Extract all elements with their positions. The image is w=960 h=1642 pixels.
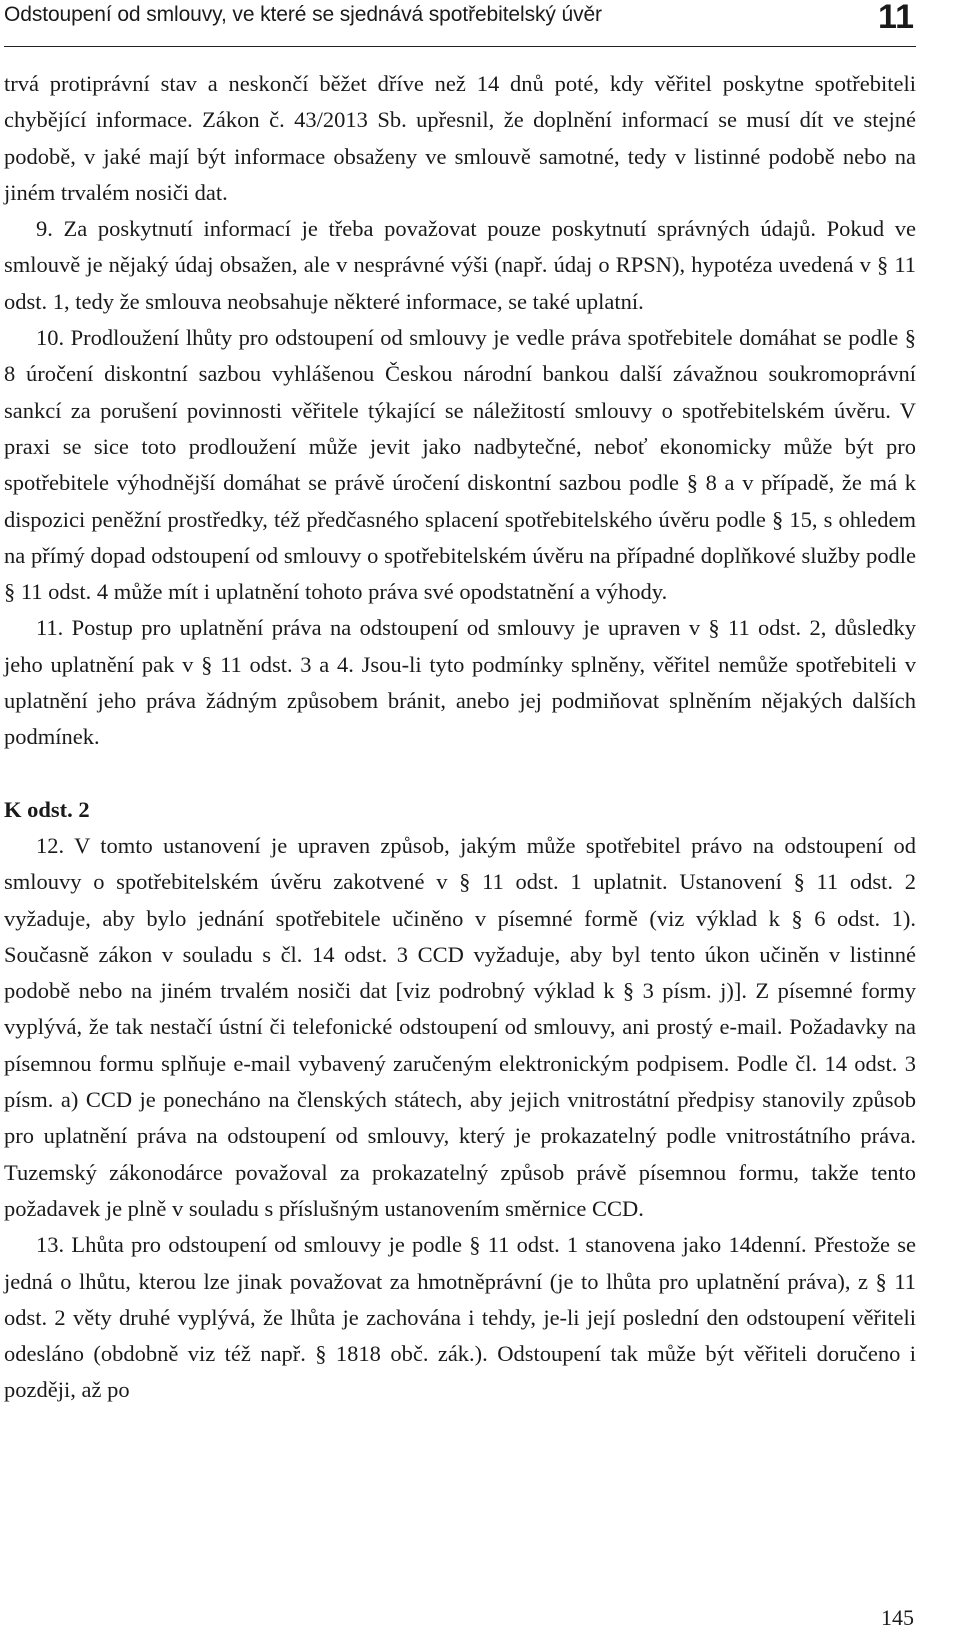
paragraph-12: 12. V tomto ustanovení je upraven způsob, jakým může spotřebitel právo na odstoupení od smlouvy o spotřebitelském úvěru zakotvené v § 11 odst. 1 uplatnit. Ustanovení § 11 odst. 2 vyžaduje, aby bylo jednání spotřebitele učiněno v písemné formě (viz výklad k § 6 odst. 1). Současně zákon v souladu s čl. 14 odst. 3 CCD vyžaduje, aby byl tento úkon učiněn v listinné podobě nebo na jiném trvalém nosiči dat [viz podrobný výklad k § 3 písm. j)]. Z písemné formy vyplývá, že tak nestačí ústní či telefonické odstoupení od smlouvy, ani prostý e-mail. Požadavky na písemnou formu splňuje e-mail vybavený zaručeným elektronickým podpisem. Podle čl. 14 odst. 3 písm. a) CCD je ponecháno na členských státech, aby jejich vnitrostátní předpisy stanovily způsob pro uplatnění práva na odstoupení od smlouvy, který je prokazatelný podle vnitrostátního práva. Tuzemský zákonodárce považoval za prokazatelný způsob právě písemnou formu, takže tento požadavek je plně v souladu s příslušným ustanovením směrnice CCD. [4, 832, 916, 1221]
chapter-number: 11 [878, 0, 914, 36]
section-heading: K odst. 2 [4, 796, 90, 822]
running-title: Odstoupení od smlouvy, ve které se sjednává spotřebitelský úvěr [4, 3, 602, 26]
paragraph-9: 9. Za poskytnutí informací je třeba považovat pouze poskytnutí správných údajů. Pokud ve smlouvě je nějaký údaj obsažen, ale v nesprávné výši (např. údaj o RPSN), hypotéza uvedená v § 11 odst. 1, tedy že smlouva neobsahuje některé informace, se také uplatní. [4, 216, 916, 314]
page-number: 145 [881, 1605, 914, 1630]
paragraph-11: 11. Postup pro uplatnění práva na odstoupení od smlouvy je upraven v § 11 odst. 2, důsledky jeho uplatnění pak v § 11 odst. 3 a 4. Jsou-li tyto podmínky splněny, věřitel nemůže spotřebiteli v uplatnění jeho práva žádným způsobem bránit, anebo jej podmiňovat splněním nějakých dalších podmínek. [4, 615, 916, 750]
paragraph-13: 13. Lhůta pro odstoupení od smlouvy je podle § 11 odst. 1 stanovena jako 14denní. Přestože se jedná o lhůtu, kterou lze jinak považovat za hmotněprávní (je to lhůta pro uplatnění práva), z § 11 odst. 2 věty druhé vyplývá, že lhůta je zachována i tehdy, je-li její poslední den odstoupení věřiteli odesláno (obdobně viz též např. § 1818 obč. zák.). Odstoupení tak může být věřiteli doručeno i později, až po [4, 1232, 916, 1403]
paragraph-10: 10. Prodloužení lhůty pro odstoupení od smlouvy je vedle práva spotřebitele domáhat se podle § 8 úročení diskontní sazbou vyhlášenou Českou národní bankou další závažnou soukromoprávní sankcí za porušení povinnosti věřitele týkající se náležitostí smlouvy o spotřebitelském úvěru. V praxi se sice toto prodloužení může jevit jako nadbytečné, neboť ekonomicky může být pro spotřebitele výhodnější domáhat se právě úročení diskontní sazbou podle § 8 a v případě, že má k dispozici peněžní prostředky, též předčasného splacení spotřebitelského úvěru podle § 15, s ohledem na přímý dopad odstoupení od smlouvy o spotřebitelském úvěru na případné doplňkové služby podle § 11 odst. 4 může mít i uplatnění tohoto práva své opodstatnění a výhody. [4, 325, 916, 605]
paragraph-continuation: trvá protiprávní stav a neskončí běžet dříve než 14 dnů poté, kdy věřitel poskytne spotřebiteli chybějící informace. Zákon č. 43/2013 Sb. upřesnil, že doplnění informací se musí dít ve stejné podobě, v jaké mají být informace obsaženy ve smlouvě samotné, tedy v listinné podobě nebo na jiném trvalém nosiči dat. [4, 71, 916, 205]
main-text [4, 66, 916, 1409]
running-header [4, 0, 916, 47]
